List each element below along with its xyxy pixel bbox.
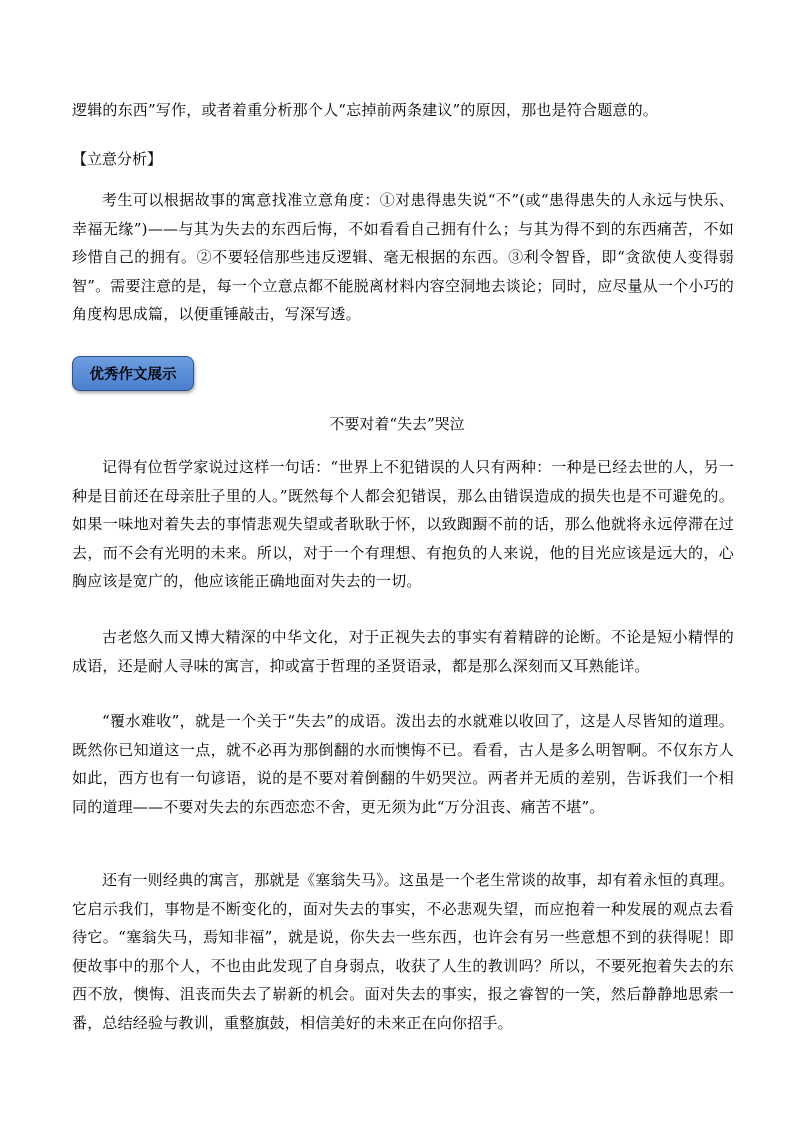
essay-paragraph-4: 还有一则经典的寓言，那就是《塞翁失马》。这虽是一个老生常谈的故事，却有着永恒的真理。它启示我们，事物是不断变化的，面对失去的事实，不必悲观失望，而应抱着一种发展的观点去看待它。“塞翁失马，焉知非福”，就是说，你失去一些东西，也许会有另一些意想不到的获得呢！即便故事中的那个人，不也由此发现了自身弱点，收获了人生的教训吗？所以，不要死抱着失去的东西不放，懊悔、沮丧而失去了崭新的机会。面对失去的事实，报之睿智的一笑，然后静静地思索一番，总结经验与教训，重整旗鼓，相信美好的未来正在向你招手。	[72, 871, 734, 1032]
section-heading-analysis: 【立意分析】	[72, 150, 163, 168]
essay-paragraph-1: 记得有位哲学家说过这样一句话：“世界上不犯错误的人只有两种：一种是已经去世的人，另一种是目前还在母亲肚子里的人。”既然每个人都会犯错误，那么由错误造成的损失也是不可避免的。如果一味地对着失去的事情悲观失望或者耿耿于怀，以致踟蹰不前的话，那么他就将永远停滞在过去，而不会有光明的未来。所以，对于一个有理想、有抱负的人来说，他的目光应该是远大的，心胸应该是宽广的，他应该能正确地面对失去的一切。	[72, 458, 734, 590]
excellent-essay-badge	[72, 356, 194, 391]
analysis-paragraph: 考生可以根据故事的寓意找准立意角度：①对患得患失说“不”(或“患得患失的人永远与快乐、幸福无缘”)——与其为失去的东西后悔，不如看看自己拥有什么；与其为得不到的东西痛苦，不如珍惜自己的拥有。②不要轻信那些违反逻辑、毫无根据的东西。③利令智昏，即“贪欲使人变得弱智”。需要注意的是，每一个立意点都不能脱离材料内容空洞地去谈论；同时，应尽量从一个小巧的角度构思成篇，以便重锤敲击，写深写透。	[72, 191, 734, 323]
intro-tail-paragraph: 逻辑的东西”写作，或者着重分析那个人“忘掉前两条建议”的原因，那也是符合题意的。	[72, 101, 659, 119]
essay-title: 不要对着“失去”哭泣	[329, 415, 465, 433]
essay-paragraph-3: “覆水难收”，就是一个关于“失去”的成语。泼出去的水就难以收回了，这是人尽皆知的道理。既然你已知道这一点，就不必再为那倒翻的水而懊悔不已。看看，古人是多么明智啊。不仅东方人如此，西方也有一句谚语，说的是不要对着倒翻的牛奶哭泣。两者并无质的差别，告诉我们一个相同的道理——不要对失去的东西恋恋不舍，更无须为此“万分沮丧、痛苦不堪”。	[72, 712, 734, 816]
badge-label: 优秀作文展示	[89, 367, 177, 383]
essay-paragraph-2: 古老悠久而又博大精深的中华文化，对于正视失去的事实有着精辟的论断。不论是短小精悍的成语，还是耐人寻味的寓言，抑或富于哲理的圣贤语录，都是那么深刻而又耳熟能详。	[72, 628, 734, 675]
